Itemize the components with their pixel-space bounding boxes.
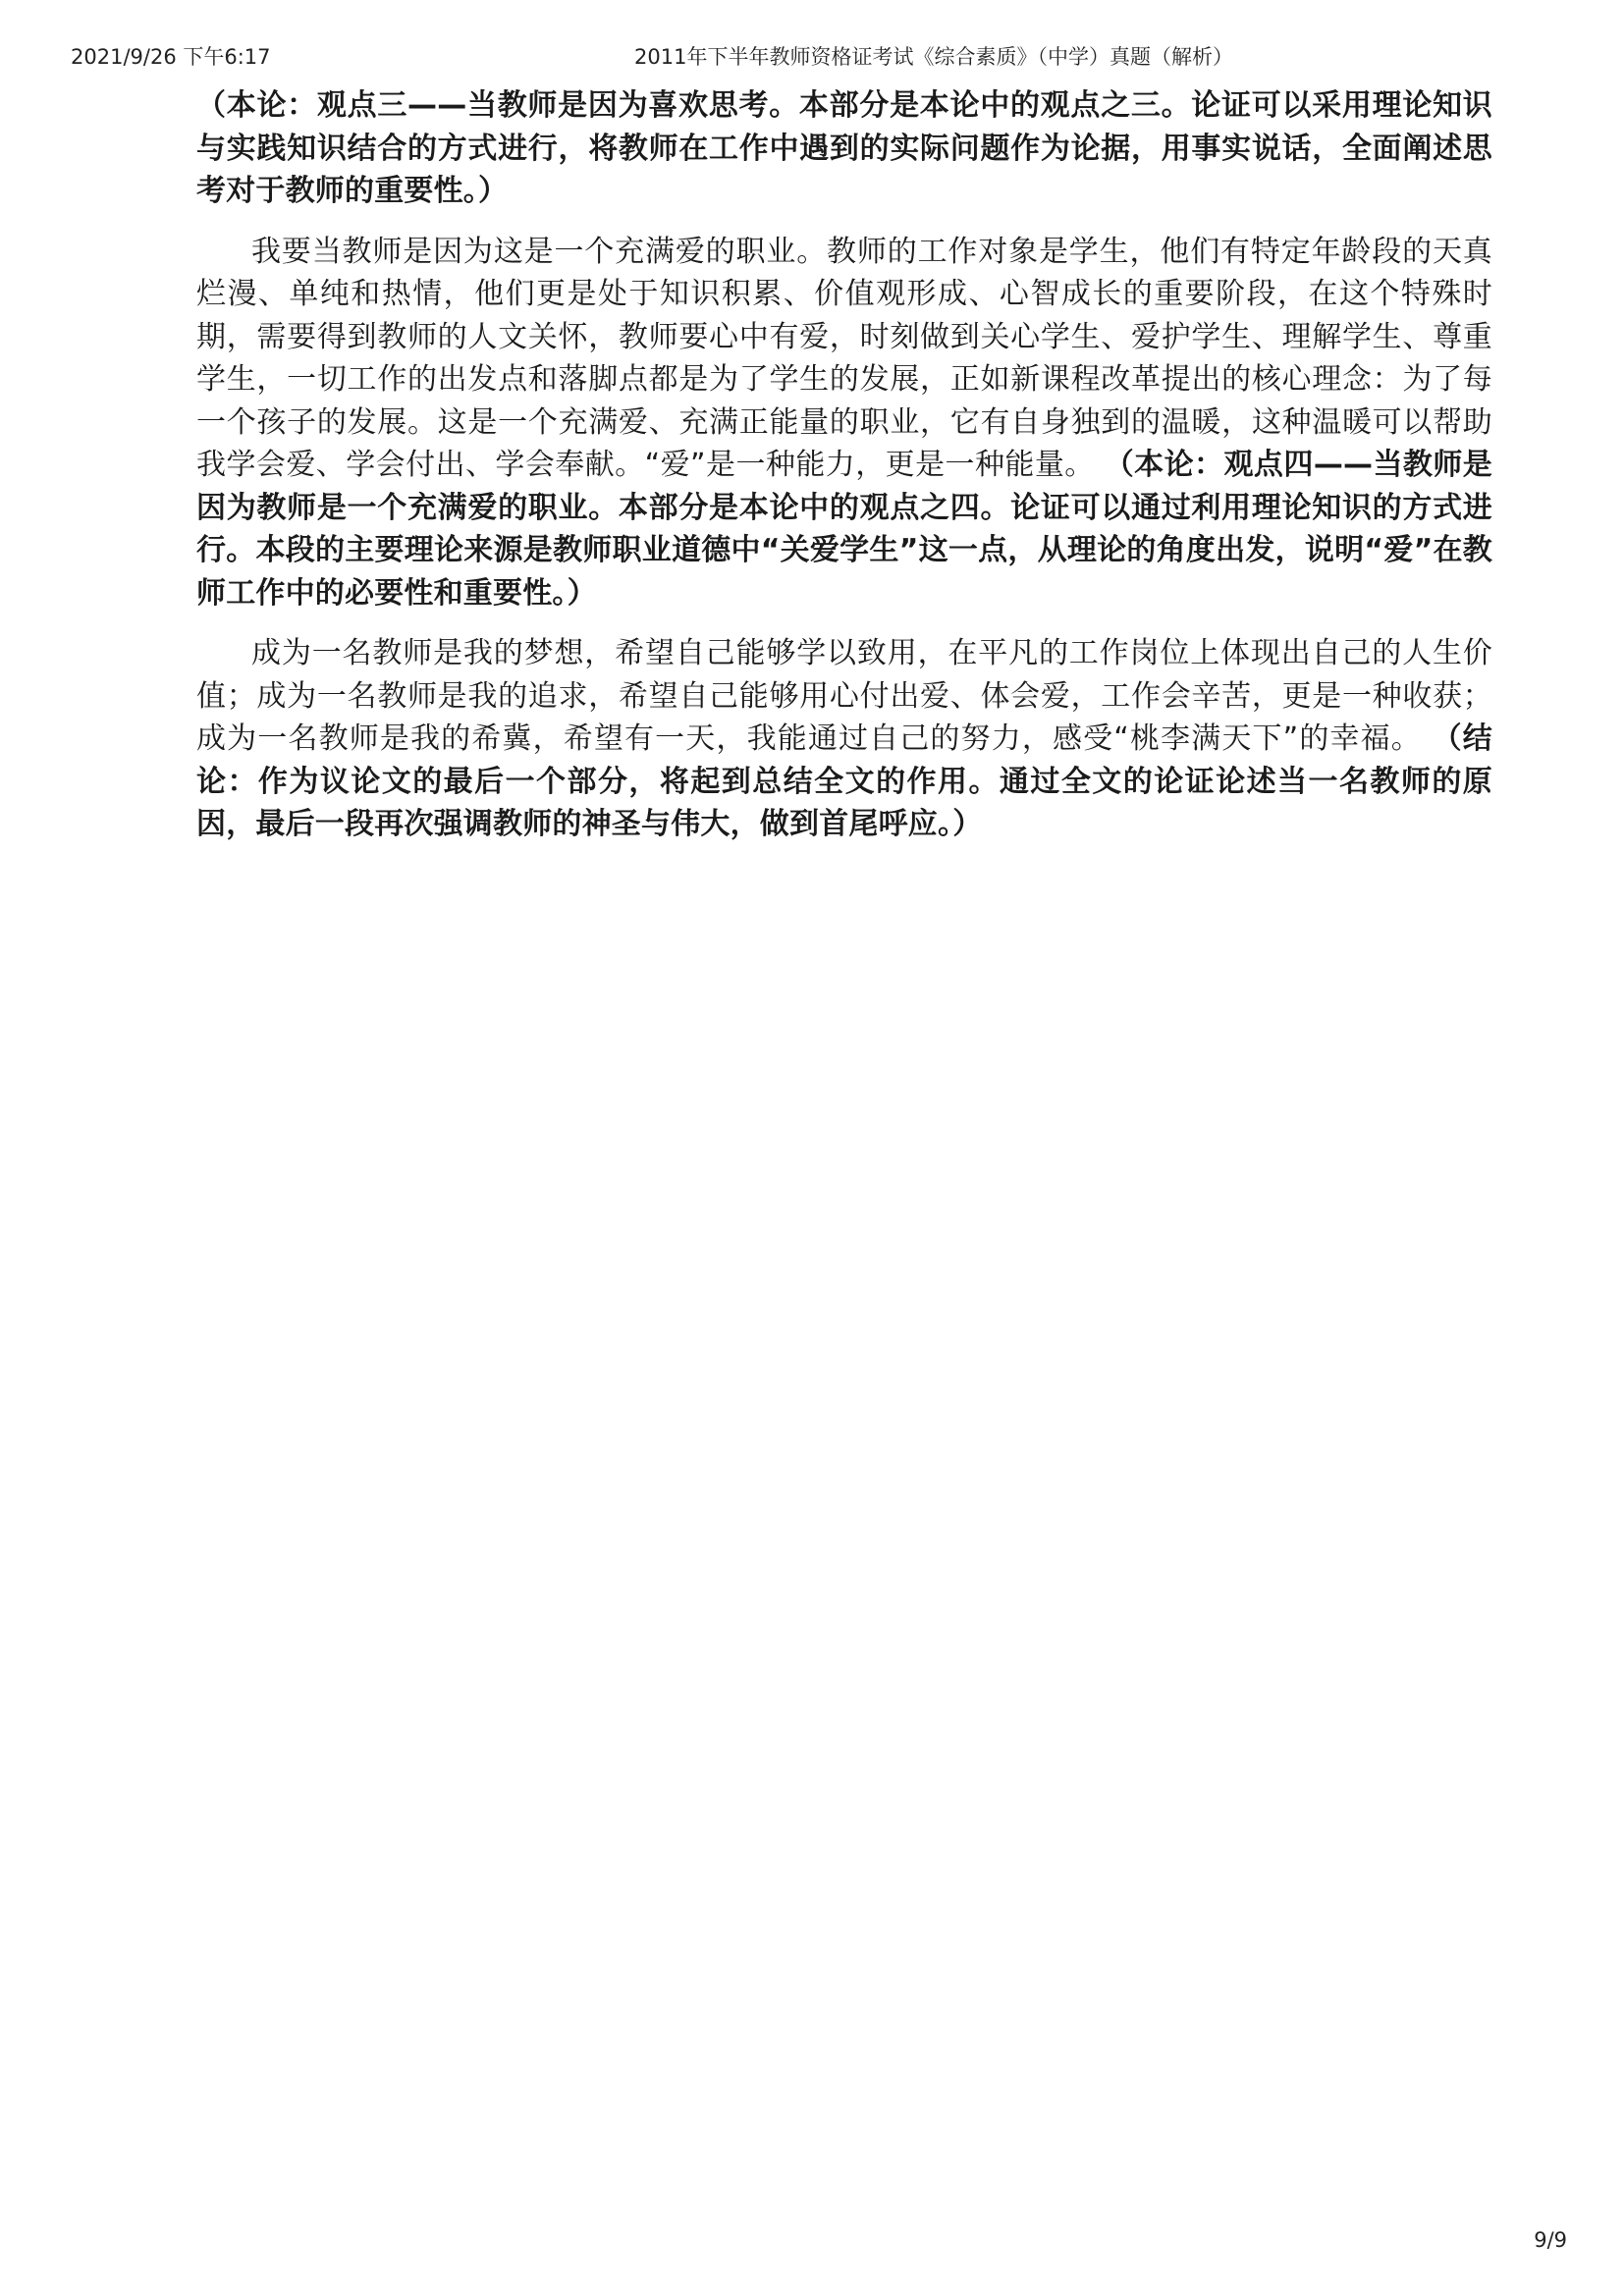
document-body [196,84,1492,846]
header-document-title: 2011年下半年教师资格证考试《综合素质》（中学）真题（解析） [634,45,1233,69]
page-number: 9/9 [1534,2228,1567,2252]
paragraph-argument-three-note [196,84,1492,213]
header-datetime: 2021/9/26 下午6:17 [71,45,271,69]
paragraph-argument-four [196,231,1492,615]
annotation-text: （结论：作为议论文的最后一个部分，将起到总结全文的作用。通过全文的论证论述当一名教师的原因，最后一段再次强调教师的神圣与伟大，做到首尾呼应。） [196,721,1492,841]
annotation-text: （本论：观点三——当教师是因为喜欢思考。本部分是本论中的观点之三。论证可以采用理论知识与实践知识结合的方式进行，将教师在工作中遇到的实际问题作为论据，用事实说话，全面阐述思考对于教师的重要性。） [196,88,1492,208]
paragraph-conclusion [196,632,1492,846]
paragraph-text: 成为一名教师是我的梦想，希望自己能够学以致用，在平凡的工作岗位上体现出自己的人生价值；成为一名教师是我的追求，希望自己能够用心付出爱、体会爱，工作会辛苦，更是一种收获；成为一名教师是我的希冀，希望有一天，我能通过自己的努力，感受“桃李满天下”的幸福。 [196,636,1492,756]
paragraph-text: 我要当教师是因为这是一个充满爱的职业。教师的工作对象是学生，他们有特定年龄段的天真烂漫、单纯和热情，他们更是处于知识积累、价值观形成、心智成长的重要阶段，在这个特殊时期，需要得到教师的人文关怀，教师要心中有爱，时刻做到关心学生、爱护学生、理解学生、尊重学生，一切工作的出发点和落脚点都是为了学生的发展，正如新课程改革提出的核心理念：为了每一个孩子的发展。这是一个充满爱、充满正能量的职业，它有自身独到的温暖，这种温暖可以帮助我学会爱、学会付出、学会奉献。“爱”是一种能力，更是一种能量。 [196,234,1492,482]
annotation-text: （本论：观点四——当教师是因为教师是一个充满爱的职业。本部分是本论中的观点之四。论证可以通过利用理论知识的方式进行。本段的主要理论来源是教师职业道德中“关爱学生”这一点，从理论的角度出发，说明“爱”在教师工作中的必要性和重要性。） [196,448,1492,611]
